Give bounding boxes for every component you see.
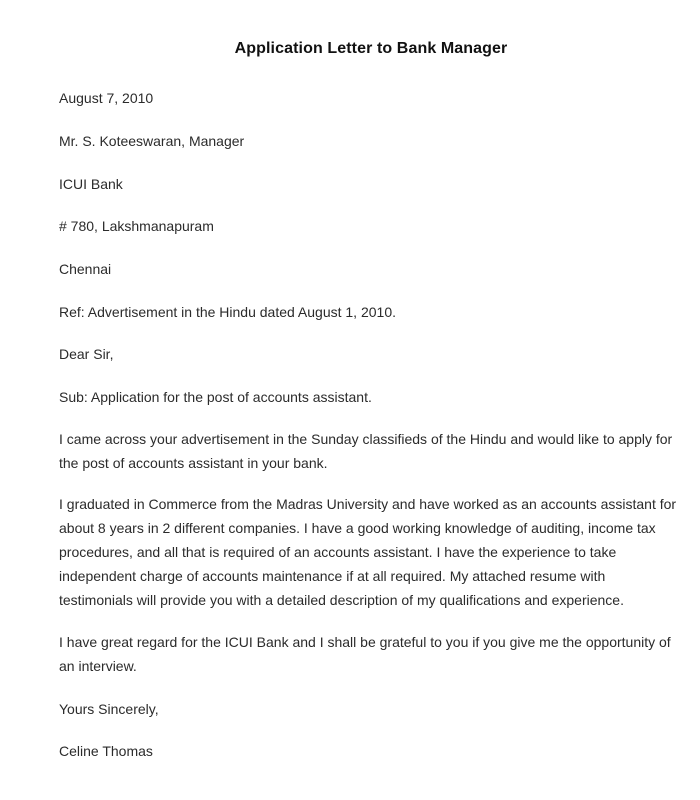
signature: Celine Thomas (59, 743, 153, 759)
recipient-name: Mr. S. Koteeswaran, Manager (59, 133, 245, 149)
paragraph-line: independent charge of accounts maintenance if at all required. My attached resume with (59, 568, 606, 584)
recipient-bank: ICUI Bank (59, 176, 123, 192)
salutation: Dear Sir, (59, 346, 114, 362)
document-title: Application Letter to Bank Manager (234, 40, 508, 57)
paragraph-line: about 8 years in 2 different companies. I have a good working knowledge of auditing, income tax (59, 520, 656, 536)
letter-date: August 7, 2010 (59, 90, 154, 106)
paragraph-line: procedures, and all that is required of an accounts assistant. I have the experience to take (59, 544, 617, 560)
paragraph-line: the post of accounts assistant in your bank. (59, 455, 328, 471)
paragraph-line: I came across your advertisement in the Sunday classifieds of the Hindu and would like to apply for (59, 431, 673, 447)
body-paragraph (59, 492, 689, 612)
recipient-city: Chennai (59, 261, 112, 277)
subject-line: Sub: Application for the post of accounts assistant. (59, 389, 372, 405)
paragraph-line: I have great regard for the ICUI Bank and I shall be grateful to you if you give me the opportunity of (59, 634, 671, 650)
closing: Yours Sincerely, (59, 701, 159, 717)
body-paragraph (59, 630, 689, 678)
paragraph-line: testimonials will provide you with a detailed description of my qualifications and experience. (59, 592, 624, 608)
recipient-address: # 780, Lakshmanapuram (59, 218, 214, 234)
paragraph-line: an interview. (59, 658, 137, 674)
body-paragraph (59, 427, 689, 475)
reference-line: Ref: Advertisement in the Hindu dated August 1, 2010. (59, 304, 396, 320)
paragraph-line: I graduated in Commerce from the Madras University and have worked as an accounts assistant for (59, 496, 677, 512)
